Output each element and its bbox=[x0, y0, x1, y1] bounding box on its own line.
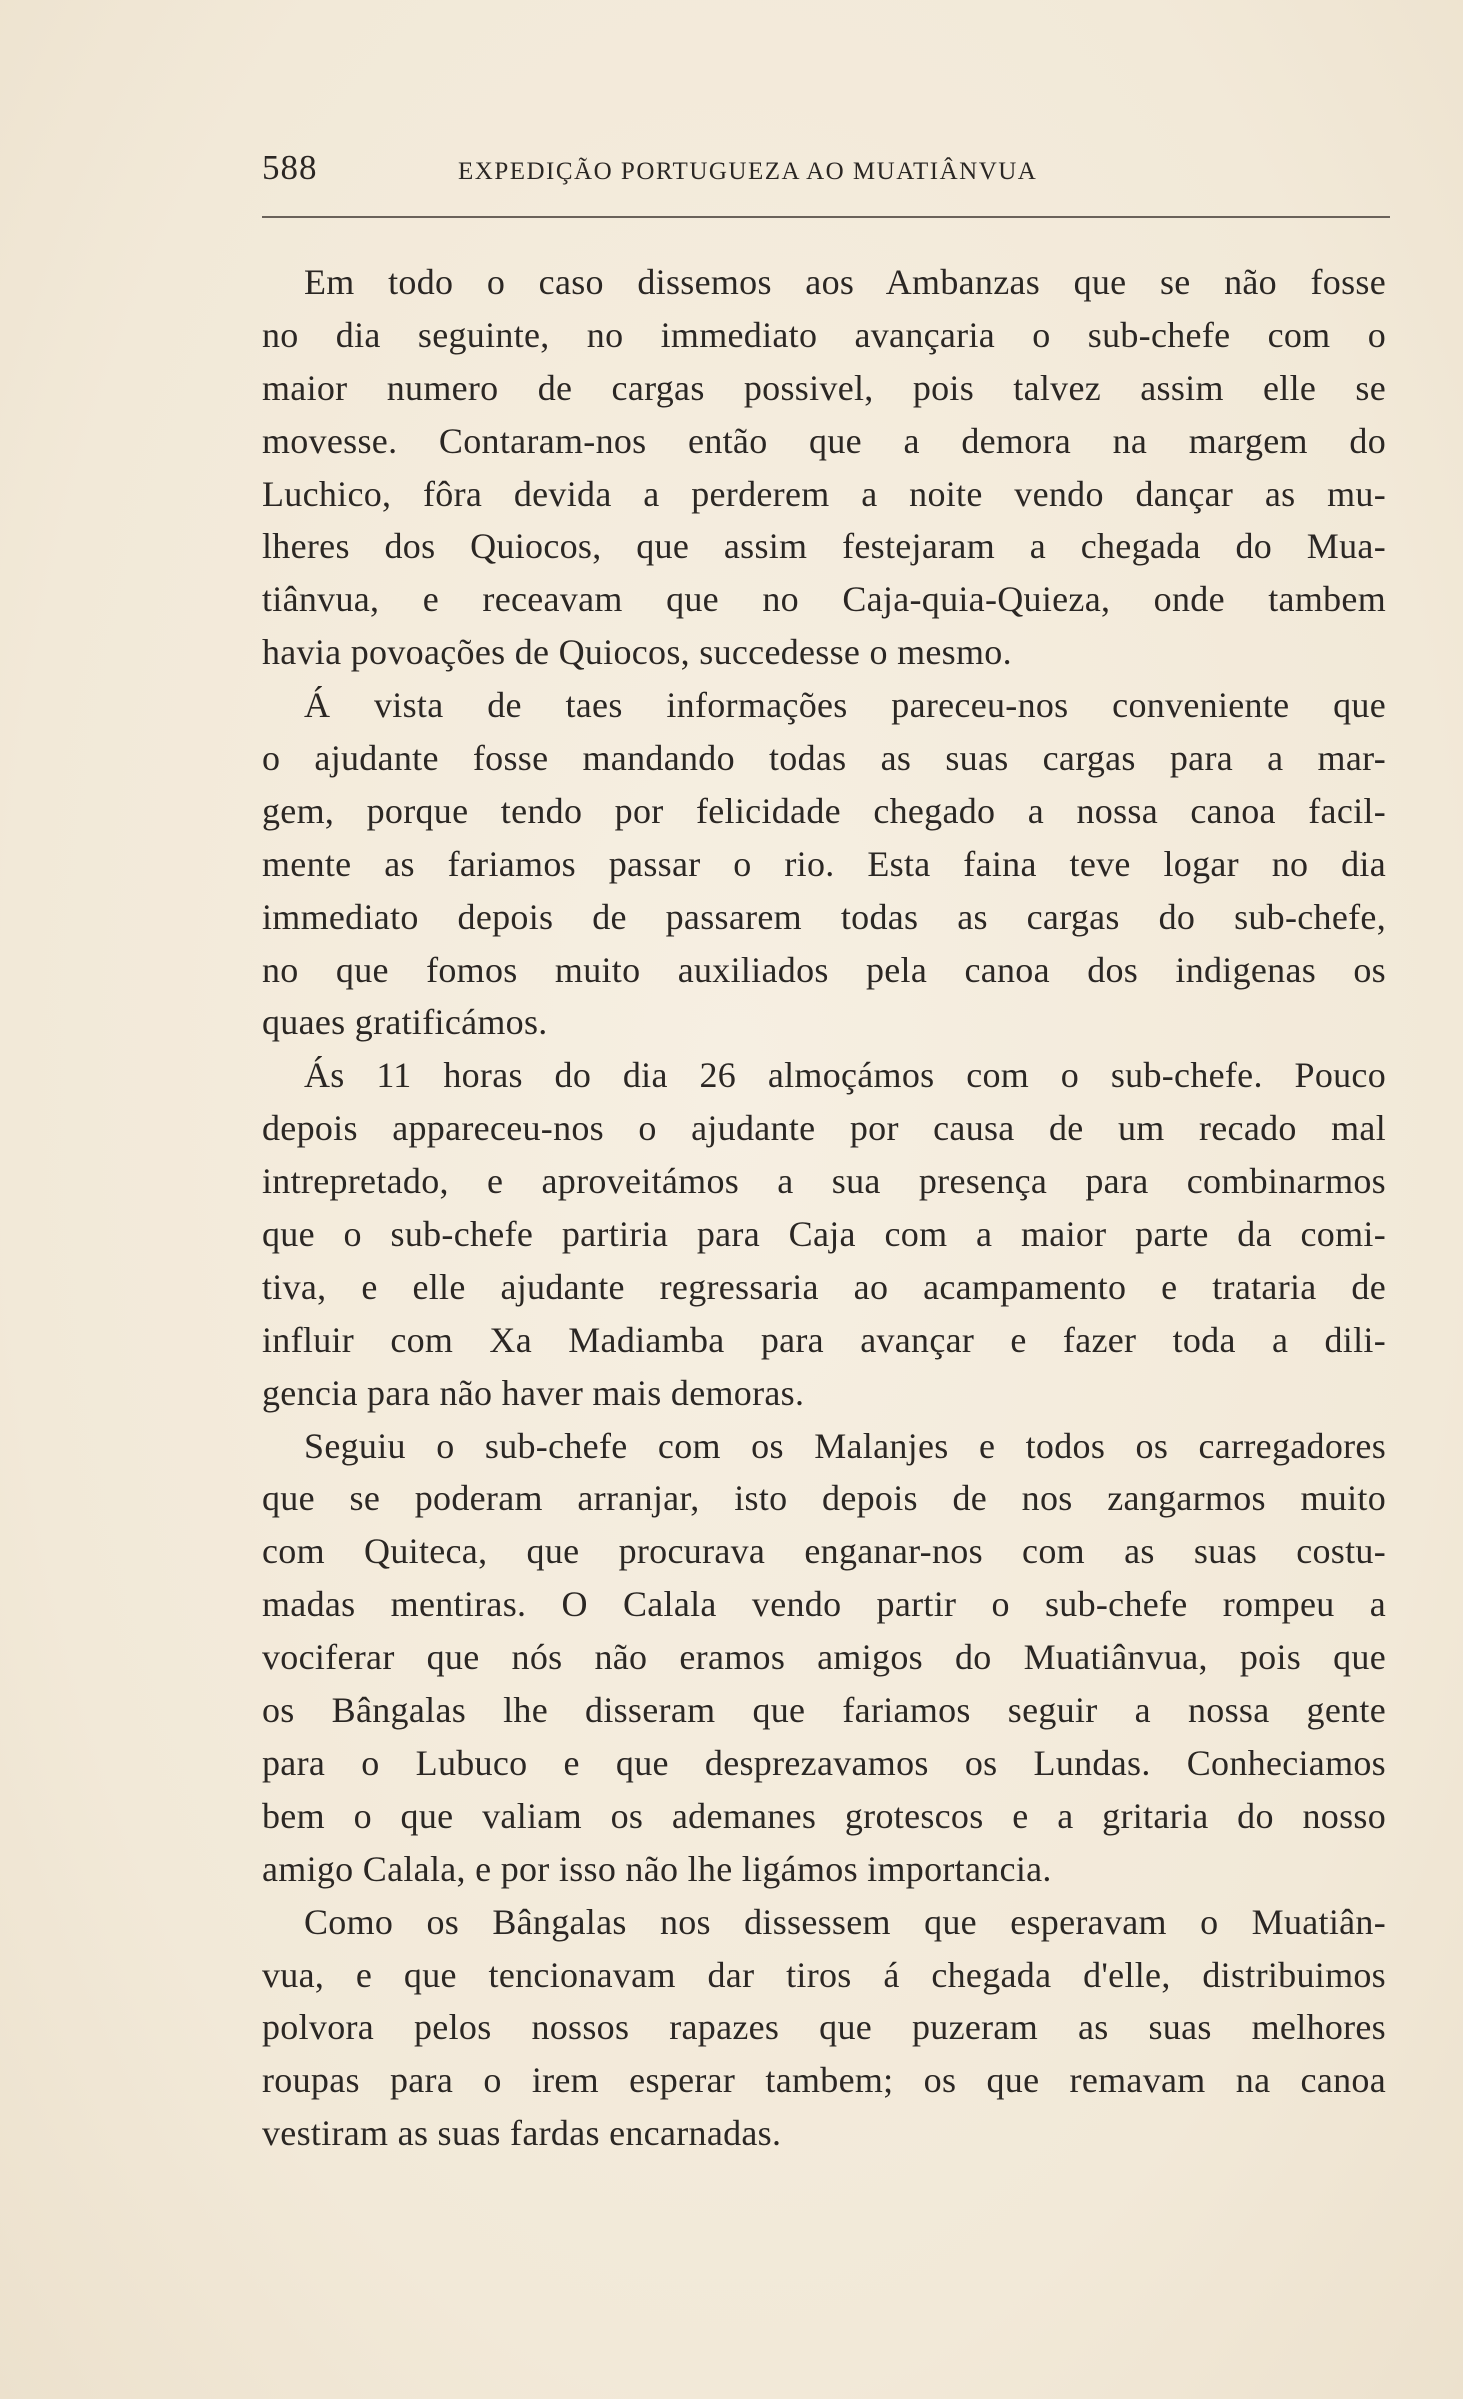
text-line: Luchico, fôra devida a perderem a noite vendo dançar as mu- bbox=[262, 473, 1386, 514]
text-line: depois appareceu-nos o ajudante por causa de um recado mal bbox=[262, 1108, 1386, 1149]
text-line: mente as fariamos passar o rio. Esta faina teve logar no dia bbox=[262, 843, 1386, 884]
text-line: vociferar que nós não eramos amigos do Muatiânvua, pois que bbox=[262, 1637, 1386, 1678]
text-line: vestiram as suas fardas encarnadas. bbox=[262, 2113, 782, 2154]
text-line: Ás 11 horas do dia 26 almoçámos com o sub-chefe. Pouco bbox=[304, 1055, 1386, 1096]
text-line: que se poderam arranjar, isto depois de nos zangarmos muito bbox=[262, 1478, 1386, 1519]
text-line: roupas para o irem esperar tambem; os que remavam na canoa bbox=[262, 2060, 1386, 2101]
text-line: amigo Calala, e por isso não lhe ligámos importancia. bbox=[262, 1848, 1052, 1889]
text-line: que o sub-chefe partiria para Caja com a maior parte da comi- bbox=[262, 1214, 1386, 1255]
text-line: gencia para não haver mais demoras. bbox=[262, 1372, 805, 1413]
text-line: para o Lubuco e que desprezavamos os Lundas. Conheciamos bbox=[262, 1742, 1386, 1783]
body-text bbox=[262, 256, 1386, 2160]
text-line: maior numero de cargas possivel, pois talvez assim elle se bbox=[262, 367, 1386, 408]
text-line: no dia seguinte, no immediato avançaria o sub-chefe com o bbox=[262, 314, 1386, 355]
text-line: gem, porque tendo por felicidade chegado a nossa canoa facil- bbox=[262, 790, 1386, 831]
paragraph bbox=[262, 1049, 1386, 1419]
running-title: EXPEDIÇÃO PORTUGUEZA AO MUATIÂNVUA bbox=[458, 158, 1038, 185]
text-line: madas mentiras. O Calala vendo partir o sub-chefe rompeu a bbox=[262, 1584, 1386, 1625]
text-line: no que fomos muito auxiliados pela canoa dos indigenas os bbox=[262, 949, 1386, 990]
text-line: bem o que valiam os ademanes grotescos e a gritaria do nosso bbox=[262, 1795, 1386, 1836]
text-line: Á vista de taes informações pareceu-nos conveniente que bbox=[304, 685, 1386, 726]
text-line: vua, e que tencionavam dar tiros á chegada d'elle, distribuimos bbox=[262, 1954, 1386, 1995]
text-line: immediato depois de passarem todas as cargas do sub-chefe, bbox=[262, 896, 1386, 937]
paragraph bbox=[262, 256, 1386, 679]
header-rule bbox=[262, 216, 1390, 218]
text-line: polvora pelos nossos rapazes que puzeram as suas melhores bbox=[262, 2007, 1386, 2048]
text-line: os Bângalas lhe disseram que fariamos seguir a nossa gente bbox=[262, 1690, 1386, 1731]
text-line: tiânvua, e receavam que no Caja-quia-Quieza, onde tambem bbox=[262, 579, 1386, 620]
text-line: tiva, e elle ajudante regressaria ao acampamento e trataria de bbox=[262, 1266, 1386, 1307]
page-number: 588 bbox=[262, 148, 318, 187]
text-line: o ajudante fosse mandando todas as suas cargas para a mar- bbox=[262, 738, 1386, 779]
text-line: Em todo o caso dissemos aos Ambanzas que se não fosse bbox=[304, 262, 1386, 302]
text-line: com Quiteca, que procurava enganar-nos com as suas costu- bbox=[262, 1531, 1386, 1572]
paragraph bbox=[262, 679, 1386, 1049]
text-line: lheres dos Quiocos, que assim festejaram a chegada do Mua- bbox=[262, 526, 1386, 567]
text-line: havia povoações de Quiocos, succedesse o mesmo. bbox=[262, 632, 1012, 673]
text-line: Como os Bângalas nos dissessem que esperavam o Muatiân- bbox=[304, 1901, 1386, 1942]
text-line: intrepretado, e aproveitámos a sua presença para combinarmos bbox=[262, 1161, 1386, 1202]
text-line: Seguiu o sub-chefe com os Malanjes e todos os carregadores bbox=[304, 1425, 1386, 1466]
paragraph bbox=[262, 1896, 1386, 2160]
text-line: movesse. Contaram-nos então que a demora na margem do bbox=[262, 420, 1386, 461]
text-line: influir com Xa Madiamba para avançar e fazer toda a dili- bbox=[262, 1319, 1386, 1360]
paragraph bbox=[262, 1420, 1386, 1896]
page-header bbox=[262, 148, 1392, 198]
text-line: quaes gratificámos. bbox=[262, 1002, 548, 1043]
